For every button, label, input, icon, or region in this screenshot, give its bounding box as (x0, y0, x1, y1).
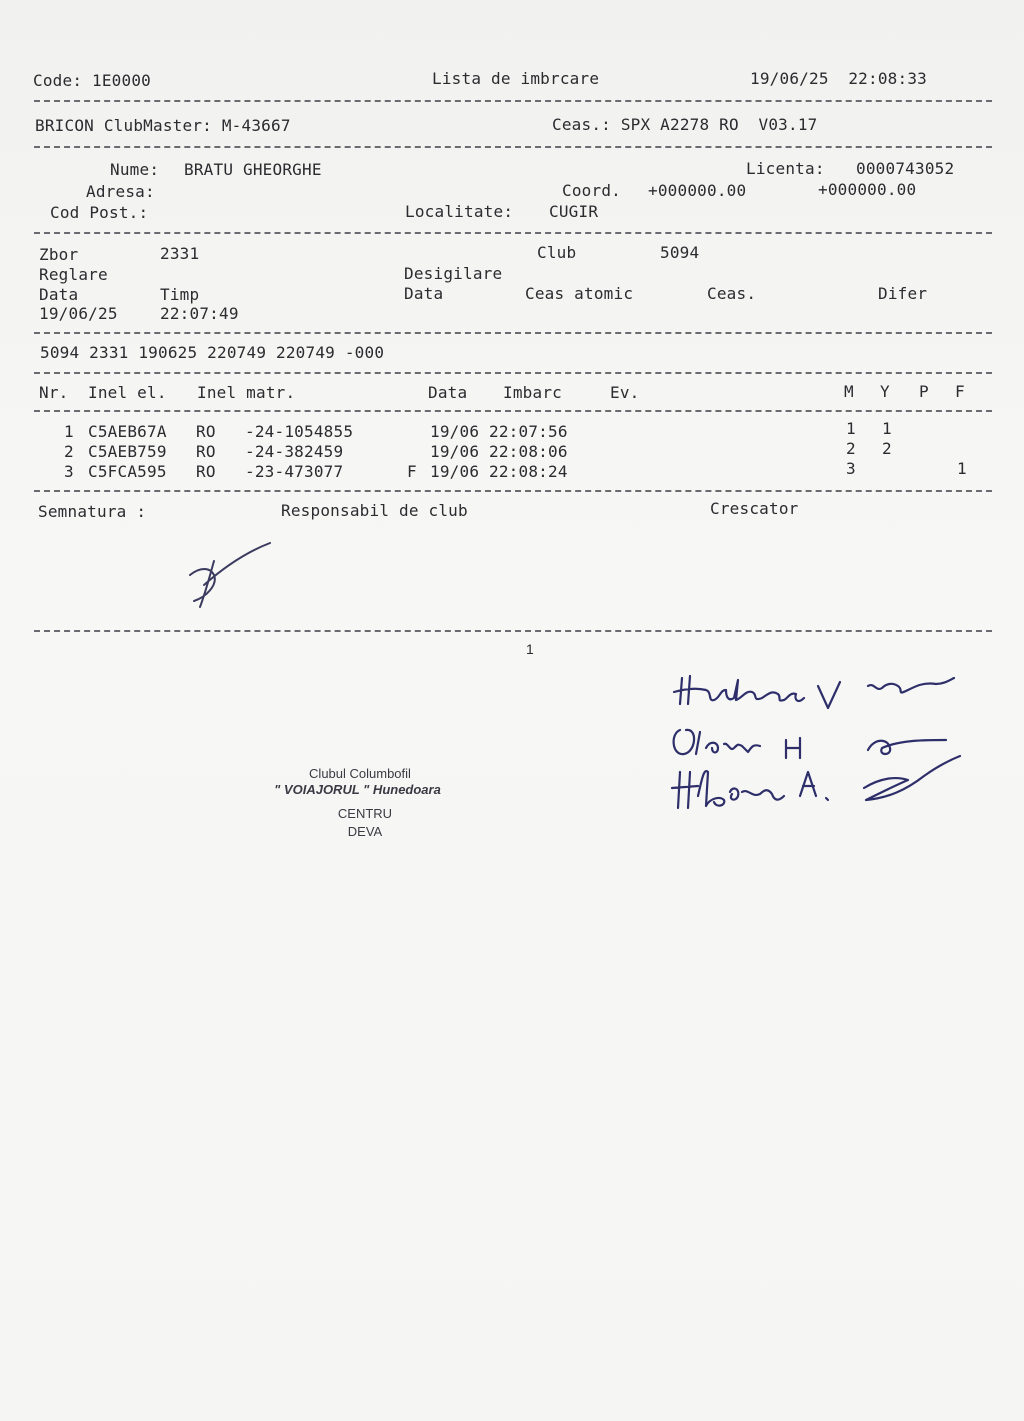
separator (34, 232, 992, 234)
row-country: RO (196, 442, 216, 461)
col-inel-matr: Inel matr. (197, 383, 296, 402)
coord-y: +000000.00 (818, 180, 917, 199)
col-m: M (844, 382, 854, 401)
print-datetime: 19/06/25 22:08:33 (750, 69, 927, 88)
row-inel-el: C5FCA595 (88, 462, 167, 481)
system-name: BRICON ClubMaster: M-43667 (35, 116, 291, 135)
owner-name: BRATU GHEORGHE (184, 160, 322, 179)
col-ev: Ev. (610, 383, 640, 402)
desigilare-label: Desigilare (404, 264, 503, 283)
row-y: 1 (882, 419, 892, 438)
coord-x: +000000.00 (648, 181, 747, 200)
col-imbarc: Imbarc (503, 383, 562, 402)
reglare-label: Reglare (39, 265, 108, 284)
row-datetime: 19/06 22:08:24 (430, 462, 568, 481)
separator (34, 630, 992, 632)
data2-label: Data (404, 284, 444, 303)
separator (34, 372, 992, 374)
address-label: Adresa: (86, 182, 155, 201)
col-data: Data (428, 383, 468, 402)
postal-label: Cod Post.: (50, 203, 149, 222)
col-y: Y (880, 382, 890, 401)
row-country: RO (196, 462, 216, 481)
col-inel-el: Inel el. (88, 383, 167, 402)
responsabil-label: Responsabil de club (281, 501, 468, 520)
document-title: Lista de imbrcare (432, 69, 600, 88)
locality-label: Localitate: (405, 202, 514, 221)
license-number: 0000743052 (856, 159, 955, 178)
separator (34, 100, 992, 102)
stamp-line-2: " VOIAJORUL " Hunedoara (274, 782, 441, 797)
col-nr: Nr. (39, 383, 69, 402)
row-f: 1 (957, 459, 967, 478)
signature-mark (170, 535, 280, 620)
separator (34, 332, 992, 334)
row-datetime: 19/06 22:07:56 (430, 422, 568, 441)
row-nr: 3 (64, 462, 74, 481)
semnatura-label: Semnatura : (38, 502, 147, 521)
row-m: 3 (846, 459, 856, 478)
crescator-label: Crescator (710, 499, 799, 518)
license-label: Licenta: (746, 159, 825, 178)
row-country: RO (196, 422, 216, 441)
row-inel-el: C5AEB67A (88, 422, 167, 441)
ceas-label: Ceas. (707, 284, 757, 303)
ceas-atomic-label: Ceas atomic (525, 284, 634, 303)
row-nr: 1 (64, 422, 74, 441)
coord-label: Coord. (562, 181, 621, 200)
handwritten-names (668, 668, 968, 818)
col-f: F (955, 382, 965, 401)
club-label: Club (537, 243, 577, 262)
timp-label: Timp (160, 285, 200, 304)
zbor-label: Zbor (39, 245, 79, 264)
row-inel-matr: -23-473077 (245, 462, 344, 481)
row-flag: F (407, 462, 417, 481)
flight-time: 22:07:49 (160, 304, 239, 323)
clock-info: Ceas.: SPX A2278 RO V03.17 (552, 115, 818, 134)
row-nr: 2 (64, 442, 74, 461)
stamp-line-4: DEVA (347, 824, 383, 839)
row-m: 2 (846, 439, 856, 458)
data-label: Data (39, 285, 79, 304)
code-label: Code: 1E0000 (33, 71, 151, 90)
separator (34, 490, 992, 492)
row-m: 1 (846, 419, 856, 438)
separator (34, 410, 992, 412)
row-inel-matr: -24-1054855 (245, 422, 354, 441)
locality-value: CUGIR (549, 202, 599, 221)
separator (34, 146, 992, 148)
row-inel-matr: -24-382459 (245, 442, 344, 461)
zbor-value: 2331 (160, 244, 200, 263)
club-value: 5094 (660, 243, 700, 262)
row-inel-el: C5AEB759 (88, 442, 167, 461)
code-line: 5094 2331 190625 220749 220749 -000 (40, 343, 385, 362)
col-p: P (919, 382, 929, 401)
page-number: 1 (526, 641, 534, 657)
stamp-line-3: CENTRU (337, 806, 393, 821)
name-label: Nume: (110, 160, 160, 179)
stamp-line-1: Clubul Columbofil (309, 766, 411, 781)
row-datetime: 19/06 22:08:06 (430, 442, 568, 461)
flight-date: 19/06/25 (39, 304, 118, 323)
row-y: 2 (882, 439, 892, 458)
difer-label: Difer (878, 284, 928, 303)
